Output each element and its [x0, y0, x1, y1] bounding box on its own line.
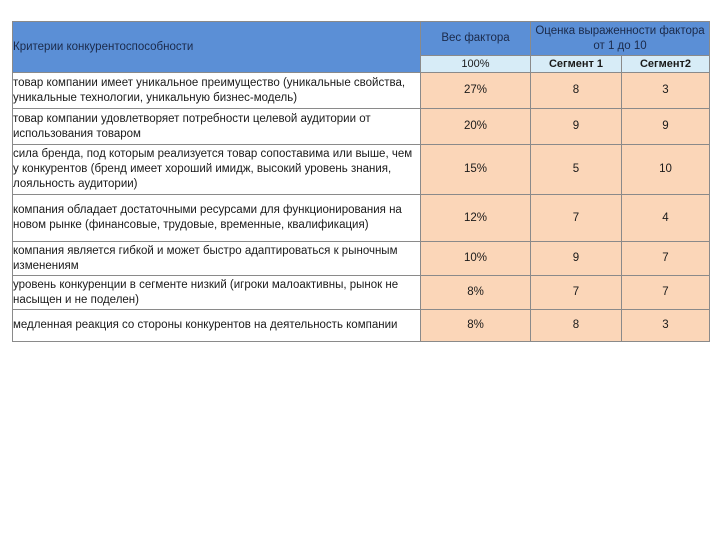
- segment1-cell: 7: [531, 195, 622, 242]
- segment1-cell: 5: [531, 145, 622, 195]
- segment2-cell: 9: [622, 109, 710, 145]
- weight-header: Вес фактора: [421, 22, 531, 56]
- segment1-cell: 9: [531, 242, 622, 276]
- weight-cell: 10%: [421, 242, 531, 276]
- header-row: [13, 22, 710, 56]
- segment2-cell: 3: [622, 73, 710, 109]
- weight-cell: 8%: [421, 310, 531, 342]
- criterion-cell: компания обладает достаточными ресурсами для функционирования на новом рынке (финансовые, трудовые, временные, квалификация): [13, 195, 421, 242]
- segment1-cell: 7: [531, 276, 622, 310]
- weight-cell: 20%: [421, 109, 531, 145]
- weight-cell: 8%: [421, 276, 531, 310]
- segment1-cell: 8: [531, 73, 622, 109]
- table-row: [13, 145, 710, 195]
- table-row: [13, 310, 710, 342]
- weight-cell: 12%: [421, 195, 531, 242]
- table-row: [13, 109, 710, 145]
- score-header: Оценка выраженности фактора от 1 до 10: [531, 22, 710, 56]
- criteria-table: [12, 21, 710, 342]
- segment2-cell: 4: [622, 195, 710, 242]
- criterion-cell: медленная реакция со стороны конкурентов на деятельность компании: [13, 310, 421, 342]
- table-row: [13, 276, 710, 310]
- weight-cell: 15%: [421, 145, 531, 195]
- segment2-cell: 10: [622, 145, 710, 195]
- table-row: [13, 242, 710, 276]
- segment1-cell: 8: [531, 310, 622, 342]
- segment2-cell: 3: [622, 310, 710, 342]
- table-row: [13, 73, 710, 109]
- criteria-header: Критерии конкурентоспособности: [13, 22, 421, 73]
- segment2-cell: 7: [622, 242, 710, 276]
- criterion-cell: товар компании удовлетворяет потребности целевой аудитории от использования товаром: [13, 109, 421, 145]
- criterion-cell: компания является гибкой и может быстро адаптироваться к рыночным изменениям: [13, 242, 421, 276]
- criterion-cell: уровень конкуренции в сегменте низкий (игроки малоактивны, рынок не насыщен и не поделен): [13, 276, 421, 310]
- segment2-header: Сегмент2: [622, 56, 710, 73]
- weight-cell: 27%: [421, 73, 531, 109]
- criterion-cell: сила бренда, под которым реализуется товар сопоставима или выше, чем у конкурентов (бренд имеет хороший имидж, высокий уровень знания, лояльность аудитории): [13, 145, 421, 195]
- criterion-cell: товар компании имеет уникальное преимущество (уникальные свойства, уникальные технологии, уникальную бизнес-модель): [13, 73, 421, 109]
- segment1-header: Сегмент 1: [531, 56, 622, 73]
- table-row: [13, 195, 710, 242]
- segment2-cell: 7: [622, 276, 710, 310]
- weight-total: 100%: [421, 56, 531, 73]
- segment1-cell: 9: [531, 109, 622, 145]
